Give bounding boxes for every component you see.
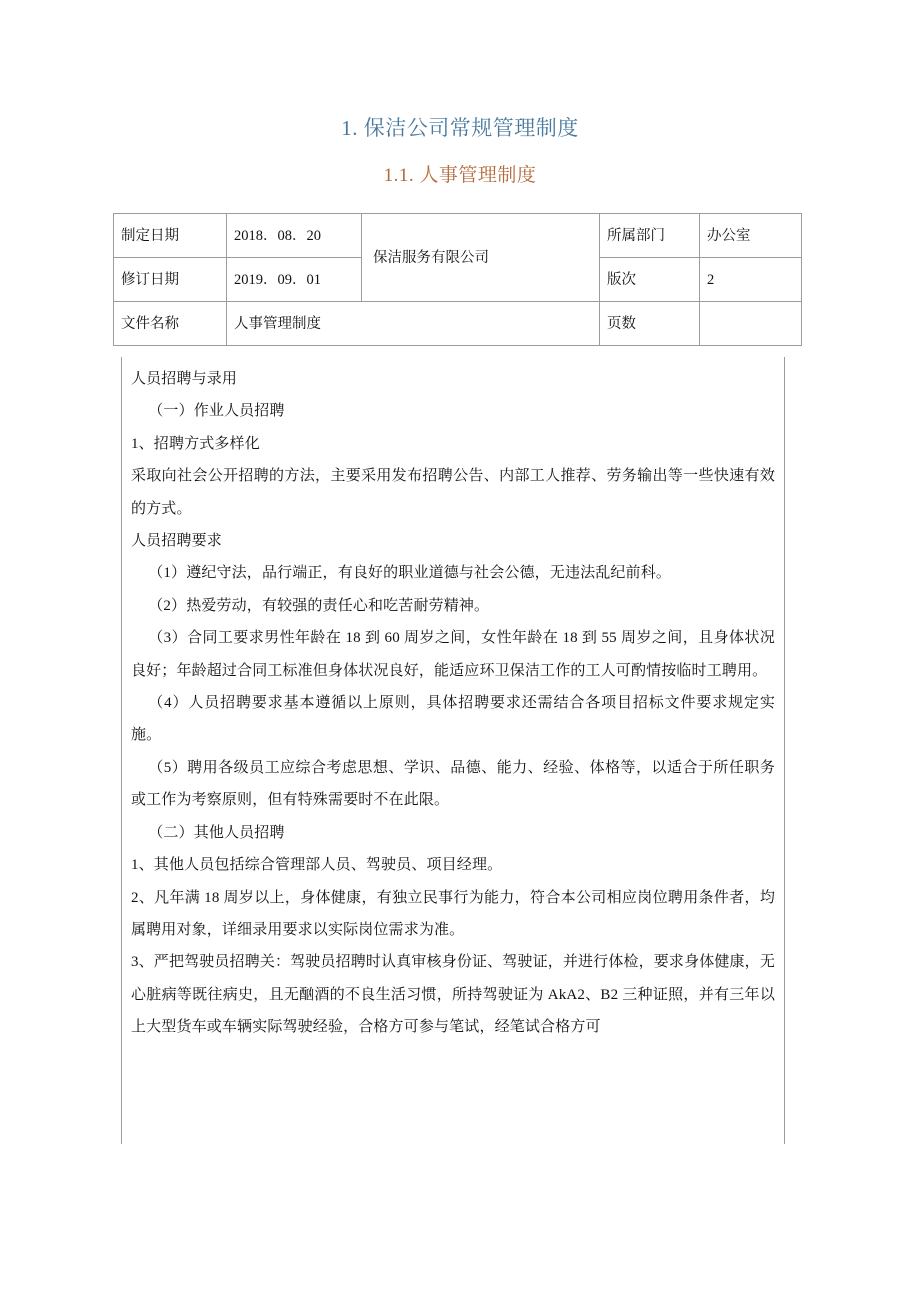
- document-body-text: [122, 357, 784, 1044]
- body-paragraph: 1、其他人员包括综合管理部人员、驾驶员、项目经理。: [131, 857, 503, 874]
- body-paragraph: （4）人员招聘要求基本遵循以上原则，具体招聘要求还需结合各项目招标文件要求规定实施。: [131, 695, 775, 744]
- body-paragraph: （2）热爱劳动，有较强的责任心和吃苦耐劳精神。: [148, 597, 490, 614]
- cell-revised-date-label: 修订日期: [114, 258, 227, 302]
- body-paragraph: 1、招聘方式多样化: [131, 435, 260, 452]
- cell-doc-name-value: 人事管理制度: [227, 302, 600, 346]
- body-paragraph: （二）其他人员招聘: [148, 824, 285, 841]
- cell-company-name: 保洁服务有限公司: [362, 214, 600, 302]
- cell-department-value: 办公室: [700, 214, 802, 258]
- cell-doc-name-label: 文件名称: [114, 302, 227, 346]
- body-paragraph: 人员招聘与录用: [131, 371, 238, 387]
- body-paragraph: （5）聘用各级员工应综合考虑思想、学识、品德、能力、经验、体格等，以适合于所任职务或工作为考察原则，但有特殊需要时不在此限。: [131, 759, 775, 809]
- document-body-cell: [121, 357, 785, 1144]
- cell-created-date-value: 2018．08．20: [227, 214, 362, 258]
- cell-page-count-value: [700, 302, 802, 346]
- document-title: 1. 保洁公司常规管理制度: [341, 116, 579, 140]
- body-paragraph: （1）遵纪守法，品行端正，有良好的职业道德与社会公德，无违法乱纪前科。: [148, 565, 672, 582]
- cell-version-label: 版次: [600, 258, 700, 302]
- cell-revised-date-value: 2019．09．01: [227, 258, 362, 302]
- cell-department-label: 所属部门: [600, 214, 700, 258]
- body-paragraph: 采取向社会公开招聘的方法，主要采用发布招聘公告、内部工人推荐、劳务输出等一些快速有效的方式。: [131, 468, 775, 517]
- body-paragraph: （3）合同工要求男性年龄在 18 到 60 周岁之间，女性年龄在 18 到 55 周岁之间，且身体状况良好；年龄超过合同工标准但身体状况良好，能适应环卫保洁工作的工人可酌情按临时工聘用。: [131, 630, 775, 679]
- cell-page-count-label: 页数: [600, 302, 700, 346]
- table-row: [114, 214, 802, 258]
- cell-created-date-label: 制定日期: [114, 214, 227, 258]
- body-paragraph: 3、严把驾驶员招聘关：驾驶员招聘时认真审核身份证、驾驶证，并进行体检，要求身体健康，无心脏病等既往病史，且无酗酒的不良生活习惯，所持驾驶证为 AkA2、B2 三种证照，并有三年以上大型货车或车辆实际驾驶经验，合格方可参与笔试，经笔试合格方可: [131, 954, 775, 1036]
- body-paragraph: 2、凡年满 18 周岁以上，身体健康，有独立民事行为能力，符合本公司相应岗位聘用条件者，均属聘用对象，详细录用要求以实际岗位需求为准。: [131, 889, 775, 938]
- document-meta-table: [113, 213, 802, 346]
- table-row: [114, 302, 802, 346]
- body-paragraph: （一）作业人员招聘: [148, 403, 285, 420]
- body-paragraph: 人员招聘要求: [131, 533, 222, 550]
- document-subtitle: 1.1. 人事管理制度: [383, 165, 537, 186]
- cell-version-value: 2: [700, 258, 802, 302]
